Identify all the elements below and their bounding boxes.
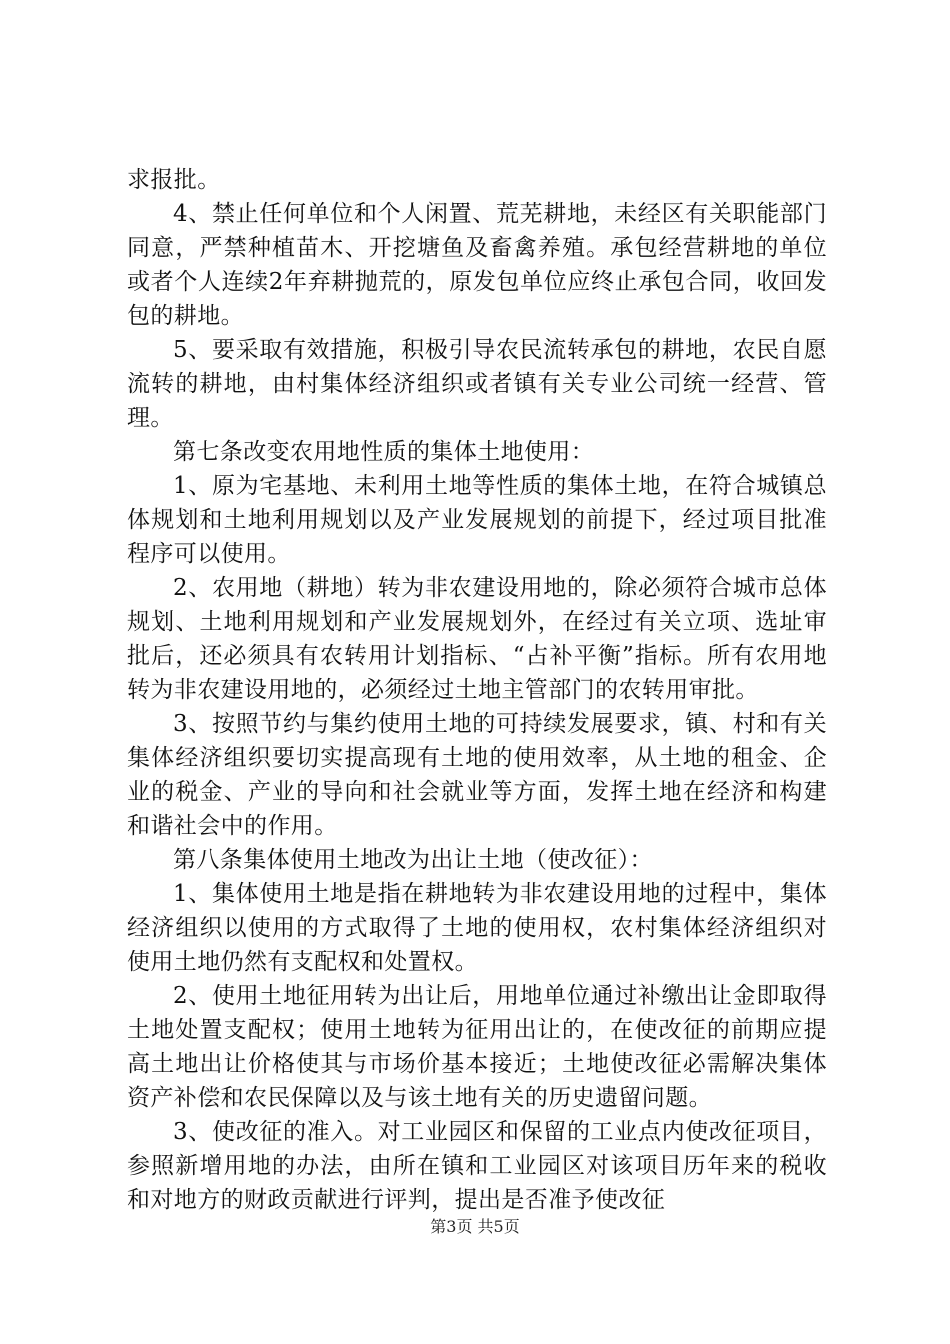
paragraph-9: 1、集体使用土地是指在耕地转为非农建设用地的过程中，集体经济组织以使用的方式取得了土地的使用权，农村集体经济组织对使用土地仍然有支配权和处置权。 [127, 881, 827, 975]
page-number-footer: 第3页 共5页 [430, 1217, 520, 1236]
paragraph-3: 5、要采取有效措施，积极引导农民流转承包的耕地，农民自愿流转的耕地，由村集体经济组织或者镇有关专业公司统一经营、管理。 [127, 337, 827, 431]
paragraph-6: 2、农用地（耕地）转为非农建设用地的，除必须符合城市总体规划、土地利用规划和产业发展规划外，在经过有关立项、选址审批后，还必须具有农转用计划指标、“占补平衡”指标。所有农用地转为非农建设用地的，必须经过土地主管部门的农转用审批。 [127, 575, 827, 703]
document-body [127, 163, 827, 1217]
paragraph-10: 2、使用土地征用转为出让后，用地单位通过补缴出让金即取得土地处置支配权；使用土地转为征用出让的，在使改征的前期应提高土地出让价格使其与市场价基本接近；土地使改征必需解决集体资产补偿和农民保障以及与该土地有关的历史遗留问题。 [127, 983, 827, 1111]
paragraph-2: 4、禁止任何单位和个人闲置、荒芜耕地，未经区有关职能部门同意，严禁种植苗木、开挖塘鱼及畜禽养殖。承包经营耕地的单位或者个人连续2年弃耕抛荒的，原发包单位应终止承包合同，收回发包的耕地。 [127, 201, 827, 329]
article-8-heading: 第八条集体使用土地改为出让土地（使改征）： [173, 847, 653, 873]
paragraph-1: 求报批。 [127, 167, 221, 193]
article-7-heading: 第七条改变农用地性质的集体土地使用： [173, 439, 595, 465]
paragraph-7: 3、按照节约与集约使用土地的可持续发展要求，镇、村和有关集体经济组织要切实提高现有土地的使用效率，从土地的租金、企业的税金、产业的导向和社会就业等方面，发挥土地在经济和构建和谐社会中的作用。 [127, 711, 827, 839]
paragraph-5: 1、原为宅基地、未利用土地等性质的集体土地，在符合城镇总体规划和土地利用规划以及产业发展规划的前提下，经过项目批准程序可以使用。 [127, 473, 827, 567]
paragraph-11: 3、使改征的准入。对工业园区和保留的工业点内使改征项目，参照新增用地的办法，由所在镇和工业园区对该项目历年来的税收和对地方的财政贡献进行评判，提出是否准予使改征 [127, 1119, 827, 1213]
